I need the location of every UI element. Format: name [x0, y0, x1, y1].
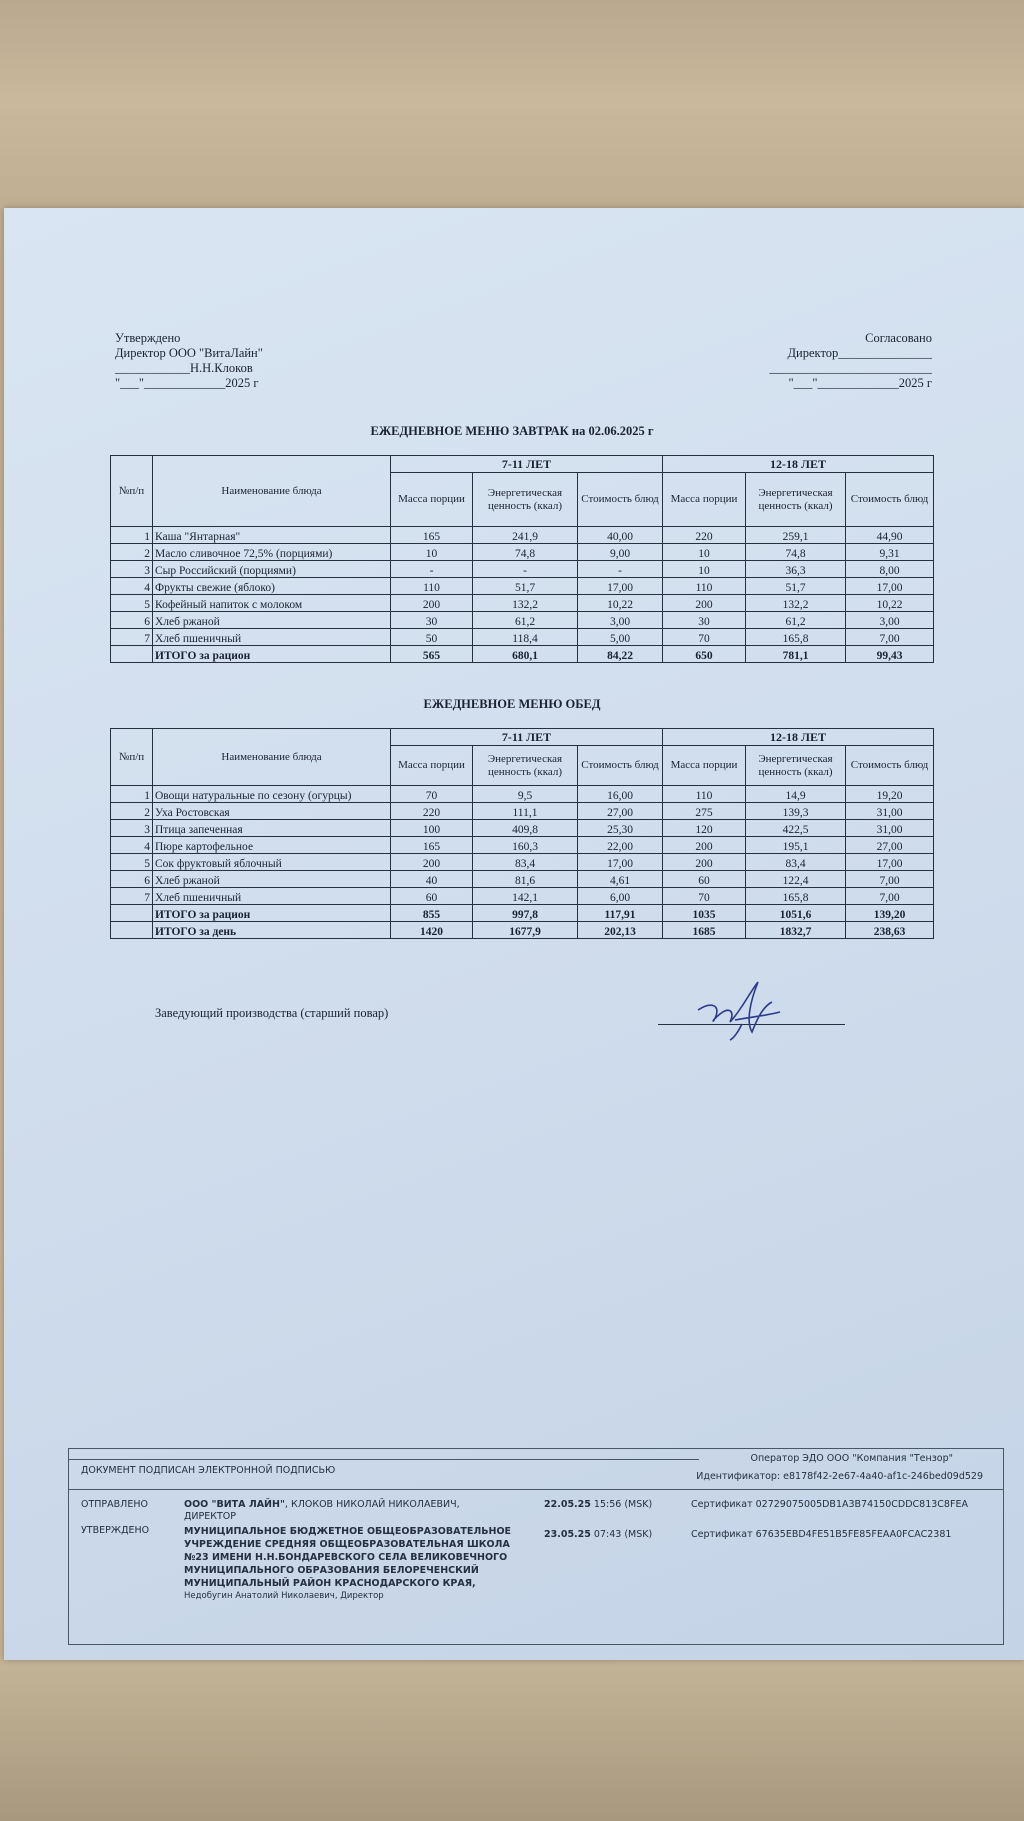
cell-dish: ИТОГО за день	[153, 922, 391, 939]
cell-mass-7-11: 110	[391, 578, 473, 595]
cell-mass-12-18: 30	[663, 612, 746, 629]
cell-num: 2	[111, 803, 153, 820]
cell-mass-7-11: 100	[391, 820, 473, 837]
approved-org: МУНИЦИПАЛЬНОЕ БЮДЖЕТНОЕ ОБЩЕОБРАЗОВАТЕЛЬНОЕ УЧРЕЖДЕНИЕ СРЕДНЯЯ ОБЩЕОБРАЗОВАТЕЛЬНАЯ ШКОЛА №23 ИМЕНИ Н.Н.БОНДАРЕВСКОГО СЕЛА ВЕЛИКОВЕЧНОГО МУНИЦИПАЛЬНОГО ОБРАЗОВАНИЯ БЕЛОРЕЧЕНСКИЙ МУНИЦИПАЛЬНЫЙ РАЙОН КРАСНОДАРСКОГО КРАЯ,	[184, 1526, 512, 1589]
lunch-title: ЕЖЕДНЕВНОЕ МЕНЮ ОБЕД	[423, 697, 601, 711]
cell-mass-7-11: 220	[391, 803, 473, 820]
cell-energy-12-18: 259,1	[746, 527, 846, 544]
cell-cost-12-18: 99,43	[846, 646, 934, 663]
cell-cost-7-11: 3,00	[578, 612, 663, 629]
table-row	[111, 854, 934, 871]
cell-energy-7-11: 409,8	[473, 820, 578, 837]
cell-cost-12-18: 17,00	[846, 854, 934, 871]
cell-dish: Фрукты свежие (яблоко)	[153, 578, 391, 595]
cell-energy-12-18: 1051,6	[746, 905, 846, 922]
cell-energy-12-18: 14,9	[746, 786, 846, 803]
cell-cost-7-11: 22,00	[578, 837, 663, 854]
cell-num: 4	[111, 578, 153, 595]
cell-energy-12-18: 74,8	[746, 544, 846, 561]
cell-cost-12-18: 44,90	[846, 527, 934, 544]
cell-num: 3	[111, 561, 153, 578]
approved-by: Директор ООО "ВитаЛайн"	[115, 346, 263, 360]
edo-signature-panel	[68, 1448, 1004, 1645]
cell-num: 5	[111, 854, 153, 871]
cell-energy-7-11: 142,1	[473, 888, 578, 905]
cell-energy-7-11: 160,3	[473, 837, 578, 854]
cell-cost-12-18: 19,20	[846, 786, 934, 803]
table-row	[111, 786, 934, 803]
cell-mass-7-11: 40	[391, 871, 473, 888]
col-cost: Стоимость блюд	[578, 473, 663, 527]
cell-energy-12-18: 781,1	[746, 646, 846, 663]
cell-num: 1	[111, 786, 153, 803]
col-cost: Стоимость блюд	[578, 746, 663, 786]
agreed-by: Директор_______________	[787, 346, 932, 360]
agreed-line: __________________________	[769, 361, 932, 375]
cell-cost-7-11: 16,00	[578, 786, 663, 803]
group-12-18: 12-18 ЛЕТ	[663, 456, 934, 473]
col-energy: Энергетическая ценность (ккал)	[746, 746, 846, 786]
approved-time: 07:43 (MSK)	[593, 1529, 653, 1540]
cell-num	[111, 905, 153, 922]
table-row	[111, 629, 934, 646]
cell-cost-12-18: 7,00	[846, 888, 934, 905]
cell-dish: Масло сливочное 72,5% (порциями)	[153, 544, 391, 561]
cell-energy-7-11: 83,4	[473, 854, 578, 871]
sent-person: , КЛОКОВ НИКОЛАЙ НИКОЛАЕВИЧ, ДИРЕКТОР	[184, 1499, 460, 1522]
table-row	[111, 595, 934, 612]
approval-block	[115, 331, 263, 391]
table-row	[111, 820, 934, 837]
cell-mass-12-18: 110	[663, 786, 746, 803]
approved-cert: Сертификат 67635EBD4FE51B5FE85FEAA0FCAC2381	[691, 1529, 952, 1540]
cell-mass-7-11: 60	[391, 888, 473, 905]
cell-num: 2	[111, 544, 153, 561]
handwritten-signature	[680, 972, 800, 1047]
cell-energy-12-18: 165,8	[746, 888, 846, 905]
cell-dish: Хлеб пшеничный	[153, 629, 391, 646]
agreed-date: "___"_____________2025 г	[788, 376, 932, 390]
col-mass: Масса порции	[663, 473, 746, 527]
approved-label-edo: УТВЕРЖДЕНО	[81, 1525, 150, 1536]
approved-datetime	[544, 1529, 652, 1540]
sent-label: ОТПРАВЛЕНО	[81, 1499, 148, 1510]
cell-mass-7-11: 855	[391, 905, 473, 922]
cell-dish: ИТОГО за рацион	[153, 905, 391, 922]
cell-cost-7-11: 6,00	[578, 888, 663, 905]
cell-cost-7-11: 25,30	[578, 820, 663, 837]
sent-datetime	[544, 1499, 652, 1510]
col-energy: Энергетическая ценность (ккал)	[746, 473, 846, 527]
cell-energy-7-11: 680,1	[473, 646, 578, 663]
signature-label: Заведующий производства (старший повар)	[155, 1006, 389, 1020]
cell-mass-7-11: 30	[391, 612, 473, 629]
cell-energy-12-18: 139,3	[746, 803, 846, 820]
sent-party	[184, 1499, 484, 1523]
group-12-18: 12-18 ЛЕТ	[663, 729, 934, 746]
group-7-11: 7-11 ЛЕТ	[391, 729, 663, 746]
cell-mass-12-18: 200	[663, 595, 746, 612]
col-mass: Масса порции	[391, 746, 473, 786]
table-row	[111, 905, 934, 922]
cell-mass-12-18: 220	[663, 527, 746, 544]
breakfast-title: ЕЖЕДНЕВНОЕ МЕНЮ ЗАВТРАК на 02.06.2025 г	[370, 424, 654, 438]
cell-mass-7-11: 50	[391, 629, 473, 646]
col-name: Наименование блюда	[153, 456, 391, 527]
cell-num: 7	[111, 888, 153, 905]
cell-cost-12-18: 7,00	[846, 629, 934, 646]
lunch-table	[110, 728, 934, 939]
cell-mass-7-11: 200	[391, 595, 473, 612]
cell-energy-7-11: 61,2	[473, 612, 578, 629]
cell-mass-7-11: 200	[391, 854, 473, 871]
cell-num: 6	[111, 612, 153, 629]
cell-mass-7-11: -	[391, 561, 473, 578]
sent-date: 22.05.25	[544, 1499, 591, 1510]
cell-cost-7-11: -	[578, 561, 663, 578]
cell-num: 4	[111, 837, 153, 854]
cell-mass-7-11: 165	[391, 837, 473, 854]
approved-party	[184, 1525, 519, 1603]
col-cost: Стоимость блюд	[846, 473, 934, 527]
cell-cost-12-18: 31,00	[846, 803, 934, 820]
cell-num: 6	[111, 871, 153, 888]
approved-name: ____________Н.Н.Клоков	[115, 361, 253, 375]
group-7-11: 7-11 ЛЕТ	[391, 456, 663, 473]
cell-energy-7-11: 9,5	[473, 786, 578, 803]
cell-energy-12-18: 1832,7	[746, 922, 846, 939]
col-mass: Масса порции	[663, 746, 746, 786]
sent-org: ООО "ВИТА ЛАЙН"	[184, 1499, 285, 1510]
col-mass: Масса порции	[391, 473, 473, 527]
col-num: №п/п	[111, 456, 153, 527]
cell-cost-12-18: 8,00	[846, 561, 934, 578]
sent-cert: Сертификат 02729075005DB1A3B74150CDDC813C8FEA	[691, 1499, 968, 1510]
table-row	[111, 837, 934, 854]
cell-num: 1	[111, 527, 153, 544]
table-row	[111, 888, 934, 905]
cell-energy-12-18: 83,4	[746, 854, 846, 871]
cell-mass-12-18: 275	[663, 803, 746, 820]
cell-cost-7-11: 5,00	[578, 629, 663, 646]
cell-cost-7-11: 9,00	[578, 544, 663, 561]
cell-mass-12-18: 60	[663, 871, 746, 888]
cell-mass-12-18: 200	[663, 837, 746, 854]
approved-date-edo: 23.05.25	[544, 1529, 591, 1540]
cell-energy-7-11: -	[473, 561, 578, 578]
cell-mass-7-11: 70	[391, 786, 473, 803]
cell-mass-7-11: 165	[391, 527, 473, 544]
cell-energy-7-11: 111,1	[473, 803, 578, 820]
cell-cost-12-18: 238,63	[846, 922, 934, 939]
cell-cost-12-18: 10,22	[846, 595, 934, 612]
cell-dish: Пюре картофельное	[153, 837, 391, 854]
cell-mass-12-18: 650	[663, 646, 746, 663]
sent-time: 15:56 (MSK)	[593, 1499, 653, 1510]
table-row	[111, 561, 934, 578]
cell-mass-12-18: 70	[663, 629, 746, 646]
table-row	[111, 871, 934, 888]
cell-energy-12-18: 195,1	[746, 837, 846, 854]
cell-mass-12-18: 10	[663, 544, 746, 561]
cell-cost-7-11: 117,91	[578, 905, 663, 922]
cell-dish: Кофейный напиток с молоком	[153, 595, 391, 612]
cell-dish: Сыр Российский (порциями)	[153, 561, 391, 578]
cell-dish: Хлеб ржаной	[153, 612, 391, 629]
cell-energy-12-18: 422,5	[746, 820, 846, 837]
cell-dish: Хлеб пшеничный	[153, 888, 391, 905]
divider	[69, 1489, 1003, 1490]
cell-mass-12-18: 70	[663, 888, 746, 905]
cell-cost-7-11: 17,00	[578, 854, 663, 871]
cell-cost-12-18: 27,00	[846, 837, 934, 854]
col-cost: Стоимость блюд	[846, 746, 934, 786]
cell-num: 7	[111, 629, 153, 646]
cell-dish: Уха Ростовская	[153, 803, 391, 820]
cell-cost-12-18: 17,00	[846, 578, 934, 595]
cell-energy-7-11: 1677,9	[473, 922, 578, 939]
cell-cost-12-18: 7,00	[846, 871, 934, 888]
agreement-block	[770, 331, 933, 391]
cell-dish: ИТОГО за рацион	[153, 646, 391, 663]
cell-cost-12-18: 9,31	[846, 544, 934, 561]
cell-dish: Овощи натуральные по сезону (огурцы)	[153, 786, 391, 803]
cell-energy-12-18: 132,2	[746, 595, 846, 612]
cell-energy-7-11: 81,6	[473, 871, 578, 888]
edo-identifier: Идентификатор: e8178f42-2e67-4a40-af1c-246bed09d529	[696, 1471, 983, 1482]
cell-energy-12-18: 165,8	[746, 629, 846, 646]
table-row	[111, 646, 934, 663]
cell-mass-7-11: 565	[391, 646, 473, 663]
cell-mass-7-11: 10	[391, 544, 473, 561]
cell-mass-12-18: 1035	[663, 905, 746, 922]
cell-energy-12-18: 122,4	[746, 871, 846, 888]
cell-cost-12-18: 139,20	[846, 905, 934, 922]
cell-mass-12-18: 1685	[663, 922, 746, 939]
col-num: №п/п	[111, 729, 153, 786]
cell-num	[111, 922, 153, 939]
table-row	[111, 578, 934, 595]
cell-energy-7-11: 51,7	[473, 578, 578, 595]
approved-label: Утверждено	[115, 331, 181, 345]
cell-dish: Птица запеченная	[153, 820, 391, 837]
table-row	[111, 803, 934, 820]
divider	[69, 1459, 699, 1460]
cell-num	[111, 646, 153, 663]
cell-energy-12-18: 36,3	[746, 561, 846, 578]
cell-energy-12-18: 61,2	[746, 612, 846, 629]
edo-heading: ДОКУМЕНТ ПОДПИСАН ЭЛЕКТРОННОЙ ПОДПИСЬЮ	[81, 1465, 336, 1476]
cell-num: 5	[111, 595, 153, 612]
cell-cost-7-11: 27,00	[578, 803, 663, 820]
cell-cost-7-11: 40,00	[578, 527, 663, 544]
table-row	[111, 527, 934, 544]
col-energy: Энергетическая ценность (ккал)	[473, 746, 578, 786]
cell-cost-7-11: 10,22	[578, 595, 663, 612]
approved-date: "___"_____________2025 г	[115, 376, 259, 390]
cell-mass-12-18: 200	[663, 854, 746, 871]
cell-cost-7-11: 4,61	[578, 871, 663, 888]
col-name: Наименование блюда	[153, 729, 391, 786]
breakfast-table	[110, 455, 934, 663]
table-row	[111, 544, 934, 561]
table-row	[111, 612, 934, 629]
cell-cost-7-11: 202,13	[578, 922, 663, 939]
cell-energy-7-11: 118,4	[473, 629, 578, 646]
cell-energy-7-11: 74,8	[473, 544, 578, 561]
cell-energy-7-11: 997,8	[473, 905, 578, 922]
cell-dish: Каша "Янтарная"	[153, 527, 391, 544]
cell-cost-12-18: 3,00	[846, 612, 934, 629]
agreed-label: Согласовано	[865, 331, 932, 345]
cell-mass-12-18: 120	[663, 820, 746, 837]
col-energy: Энергетическая ценность (ккал)	[473, 473, 578, 527]
cell-num: 3	[111, 820, 153, 837]
cell-cost-7-11: 84,22	[578, 646, 663, 663]
cell-mass-7-11: 1420	[391, 922, 473, 939]
cell-cost-7-11: 17,00	[578, 578, 663, 595]
cell-cost-12-18: 31,00	[846, 820, 934, 837]
cell-energy-12-18: 51,7	[746, 578, 846, 595]
cell-dish: Сок фруктовый яблочный	[153, 854, 391, 871]
cell-energy-7-11: 241,9	[473, 527, 578, 544]
cell-dish: Хлеб ржаной	[153, 871, 391, 888]
approved-person: Недобугин Анатолий Николаевич, Директор	[184, 1591, 384, 1601]
table-row	[111, 922, 934, 939]
cell-mass-12-18: 10	[663, 561, 746, 578]
cell-energy-7-11: 132,2	[473, 595, 578, 612]
cell-mass-12-18: 110	[663, 578, 746, 595]
edo-operator: Оператор ЭДО ООО "Компания "Тензор"	[750, 1453, 953, 1464]
